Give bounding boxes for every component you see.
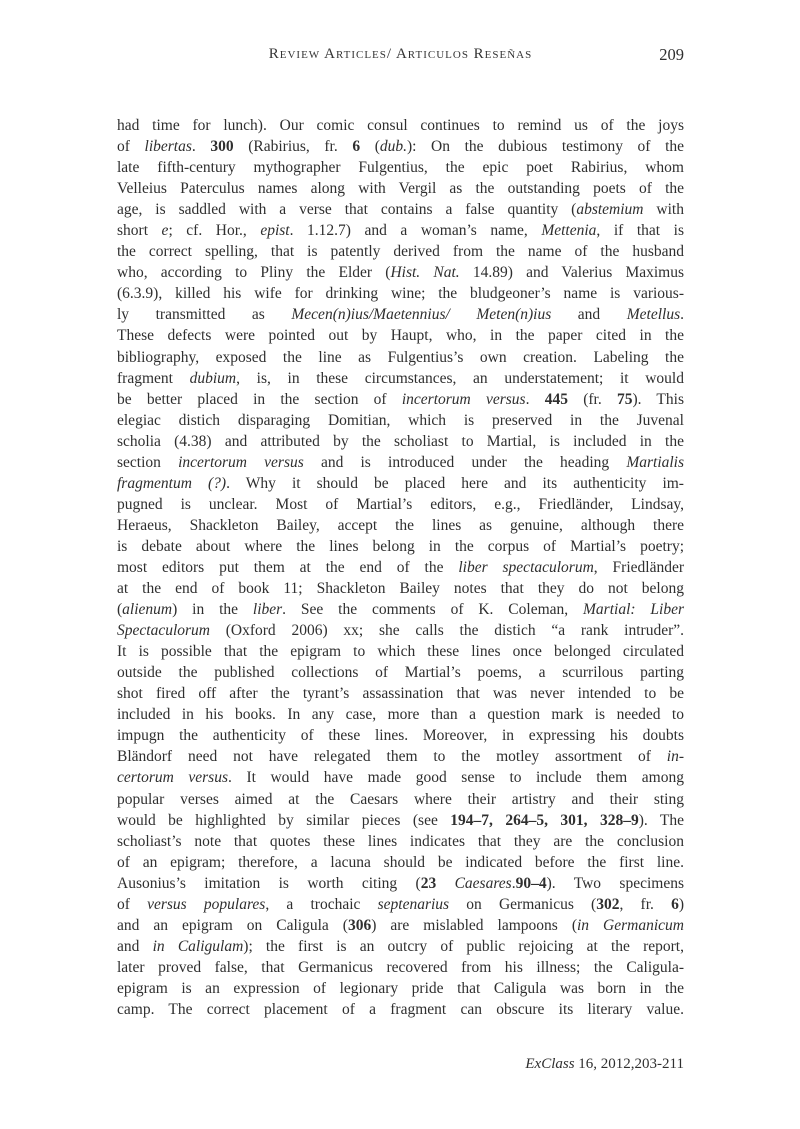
- page-number: 209: [659, 45, 684, 64]
- body-line: impugn the authenticity of these lines. Moreover, in expressing his doubts: [117, 727, 684, 745]
- body-line: Ausonius’s imitation is worth citing (23 Caesares.90–4). Two specimens: [117, 874, 684, 892]
- body-line: and an epigram on Caligula (306) are mislabled lampoons (in Germanicum: [117, 916, 684, 934]
- body-line: fragmentum (?). Why it should be placed here and its authenticity im-: [117, 474, 684, 492]
- body-text: [117, 115, 684, 1020]
- body-line: elegiac distich disparaging Domitian, which is preserved in the Juvenal: [117, 411, 684, 429]
- body-line: fragment dubium, is, in these circumstances, an understatement; it would: [117, 369, 684, 387]
- body-line: of versus populares, a trochaic septenarius on Germanicus (302, fr. 6): [117, 895, 684, 913]
- body-line: shot fired off after the tyrant’s assassination that was never intended to be: [117, 685, 684, 703]
- body-line: would be highlighted by similar pieces (see 194–7, 264–5, 301, 328–9). The: [117, 811, 685, 829]
- body-line: It is possible that the epigram to which these lines once belonged circulated: [117, 643, 684, 661]
- body-line: Spectaculorum (Oxford 2006) xx; she calls the distich “a rank intruder”.: [117, 622, 684, 640]
- body-line: bibliography, exposed the line as Fulgentius’s own creation. Labeling the: [117, 348, 684, 366]
- body-line: section incertorum versus and is introduced under the heading Martialis: [117, 453, 685, 471]
- body-line: the correct spelling, that is patently derived from the name of the husband: [117, 243, 684, 261]
- body-line: (6.3.9), killed his wife for drinking wine; the bludgeoner’s name is various-: [117, 285, 684, 303]
- body-line: These defects were pointed out by Haupt, who, in the paper cited in the: [117, 327, 684, 345]
- body-line: Bländorf need not have relegated them to the motley assortment of in-: [117, 748, 684, 766]
- body-line: Heraeus, Shackleton Bailey, accept the lines as genuine, although there: [117, 516, 684, 534]
- body-line: age, is saddled with a verse that contains a false quantity (abstemium with: [117, 201, 684, 219]
- body-line: short e; cf. Hor., epist. 1.12.7) and a woman’s name, Mettenia, if that is: [117, 222, 684, 240]
- body-line: pugned is unclear. Most of Martial’s editors, e.g., Friedländer, Lindsay,: [117, 495, 684, 513]
- page-header-title: Review Articles/ Articulos Reseñas: [268, 46, 533, 62]
- running-head: [117, 46, 684, 66]
- journal-name: ExClass: [525, 1056, 575, 1073]
- text-column: [117, 46, 684, 1073]
- body-line: and in Caligulam); the first is an outcry of public rejoicing at the report,: [117, 937, 684, 955]
- body-line: at the end of book 11; Shackleton Bailey notes that they do not belong: [117, 580, 684, 598]
- body-line: (alienum) in the liber. See the comments of K. Coleman, Martial: Liber: [117, 601, 685, 619]
- body-line: epigram is an expression of legionary pride that Caligula was born in the: [117, 979, 684, 997]
- body-line: scholiast’s note that quotes these lines indicates that they are the conclusion: [117, 832, 684, 850]
- body-line: of libertas. 300 (Rabirius, fr. 6 (dub.): On the dubious testimony of the: [117, 138, 685, 156]
- body-line: later proved false, that Germanicus recovered from his illness; the Caligula-: [117, 958, 684, 976]
- body-line: certorum versus. It would have made good sense to include them among: [117, 769, 684, 787]
- body-line: is debate about where the lines belong in the corpus of Martial’s poetry;: [117, 537, 684, 555]
- body-line: be better placed in the section of incertorum versus. 445 (fr. 75). This: [117, 390, 684, 408]
- body-line: included in his books. In any case, more than a question mark is needed to: [117, 706, 684, 724]
- body-line: scholia (4.38) and attributed by the scholiast to Martial, is included in the: [117, 432, 684, 450]
- footer-citation: [117, 1056, 684, 1073]
- body-line: Velleius Paterculus names along with Vergil as the outstanding poets of the: [117, 180, 684, 198]
- body-line: had time for lunch). Our comic consul continues to remind us of the joys: [117, 117, 684, 134]
- body-line: popular verses aimed at the Caesars where their artistry and their sting: [117, 790, 684, 808]
- footer-citation-rest: 16, 2012,203-211: [574, 1056, 684, 1073]
- body-line: outside the published collections of Martial’s poems, a scurrilous parting: [117, 664, 684, 682]
- body-line: of an epigram; therefore, a lacuna should be indicated before the first line.: [117, 853, 684, 871]
- body-line: most editors put them at the end of the liber spectaculorum, Friedländer: [117, 558, 684, 576]
- body-line: late fifth-century mythographer Fulgentius, the epic poet Rabirius, whom: [117, 159, 684, 177]
- body-line: who, according to Pliny the Elder (Hist. Nat. 14.89) and Valerius Maximus: [117, 264, 684, 282]
- body-line: camp. The correct placement of a fragment can obscure its literary value.: [117, 1000, 684, 1018]
- body-line: ly transmitted as Mecen(n)ius/Maetennius/ Meten(n)ius and Metellus.: [117, 306, 684, 324]
